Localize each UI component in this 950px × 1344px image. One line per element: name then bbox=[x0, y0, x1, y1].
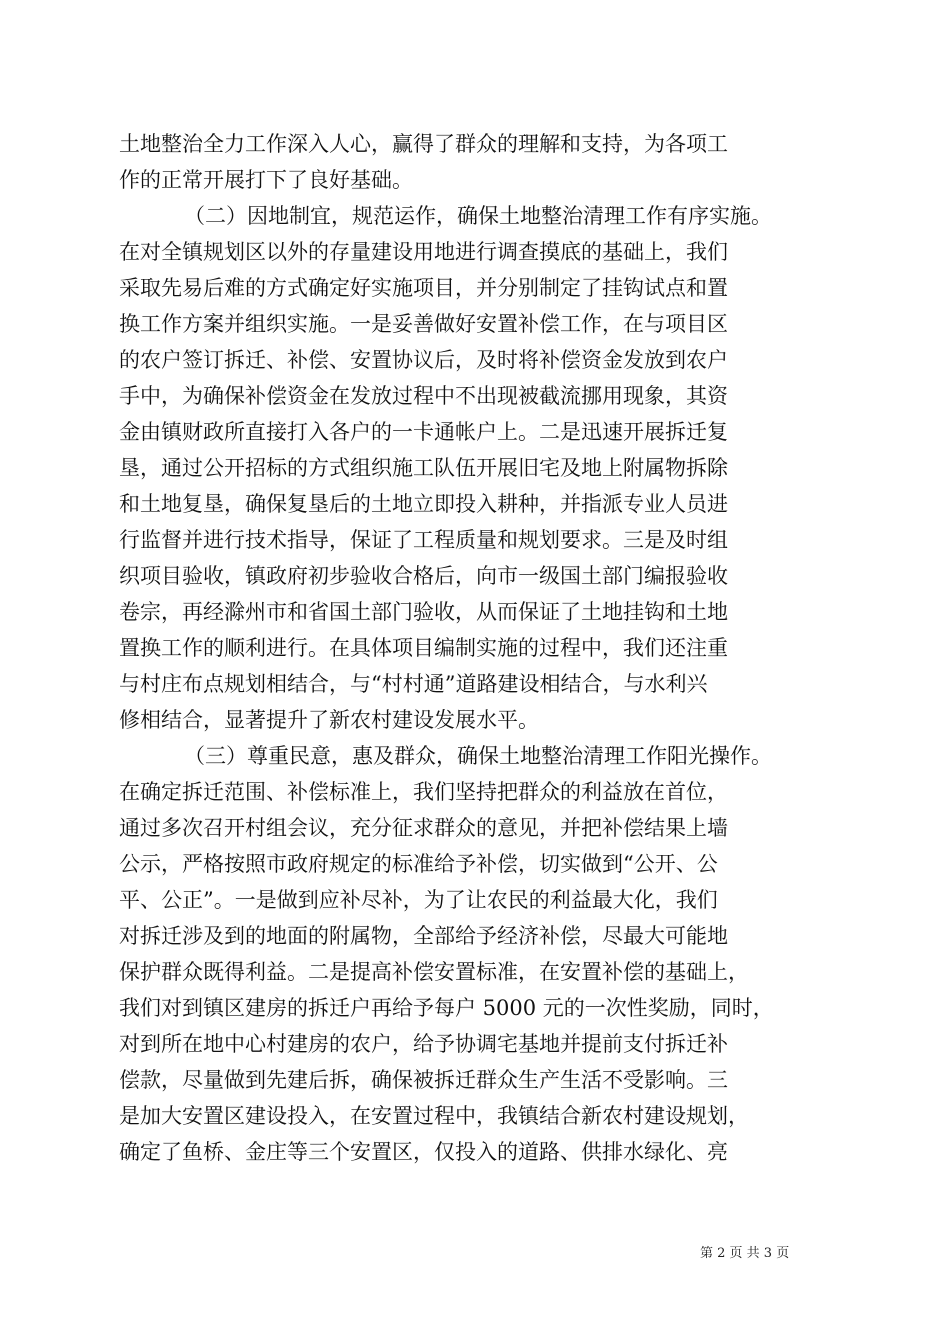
text-line: 公示，严格按照市政府规定的标准给予补偿，切实做到“公开、公 bbox=[119, 852, 718, 876]
text-line: 平、公正”。一是做到应补尽补，为了让农民的利益最大化，我们 bbox=[119, 888, 718, 912]
text-line: 修相结合，显著提升了新农村建设发展水平。 bbox=[119, 708, 539, 732]
text-line: 置换工作的顺利进行。在具体项目编制实施的过程中，我们还注重 bbox=[119, 636, 728, 660]
text-line: 保护群众既得利益。二是提高补偿安置标准，在安置补偿的基础上， bbox=[119, 960, 749, 984]
text-line: 与村庄布点规划相结合，与“村村通”道路建设相结合，与水利兴 bbox=[119, 672, 708, 696]
text-line: 换工作方案并组织实施。一是妥善做好安置补偿工作，在与项目区 bbox=[119, 312, 728, 336]
text-line: 在对全镇规划区以外的存量建设用地进行调查摸底的基础上，我们 bbox=[119, 240, 728, 264]
text-line: 通过多次召开村组会议，充分征求群众的意见，并把补偿结果上墙 bbox=[119, 816, 728, 840]
text-line: 对拆迁涉及到的地面的附属物，全部给予经济补偿，尽最大可能地 bbox=[119, 924, 728, 948]
page-number: 第 2 页 共 3 页 bbox=[700, 1246, 790, 1261]
section-heading: （三）尊重民意，惠及群众，确保土地整治清理工作阳光操作。 bbox=[184, 744, 772, 768]
text-line: 和土地复垦，确保复垦后的土地立即投入耕种，并指派专业人员进 bbox=[119, 492, 728, 516]
text-line: 确定了鱼桥、金庄等三个安置区，仅投入的道路、供排水绿化、亮 bbox=[119, 1140, 728, 1164]
text-line: 对到所在地中心村建房的农户，给予协调宅基地并提前支付拆迁补 bbox=[119, 1032, 728, 1056]
text-line: 作的正常开展打下了良好基础。 bbox=[119, 168, 413, 192]
text-line: 是加大安置区建设投入，在安置过程中，我镇结合新农村建设规划， bbox=[119, 1104, 749, 1128]
text-line: 垦，通过公开招标的方式组织施工队伍开展旧宅及地上附属物拆除 bbox=[119, 456, 728, 480]
text-line: 卷宗，再经滁州市和省国土部门验收，从而保证了土地挂钩和土地 bbox=[119, 600, 728, 624]
text-line: 采取先易后难的方式确定好实施项目，并分别制定了挂钩试点和置 bbox=[119, 276, 728, 300]
text-line: 行监督并进行技术指导，保证了工程质量和规划要求。三是及时组 bbox=[119, 528, 728, 552]
section-heading: （二）因地制宜，规范运作，确保土地整治清理工作有序实施。 bbox=[184, 204, 772, 228]
text-line: 织项目验收，镇政府初步验收合格后，向市一级国土部门编报验收 bbox=[119, 564, 728, 588]
text-line: 金由镇财政所直接打入各户的一卡通帐户上。二是迅速开展拆迁复 bbox=[119, 420, 728, 444]
text-line: 偿款，尽量做到先建后拆，确保被拆迁群众生产生活不受影响。三 bbox=[119, 1068, 728, 1092]
text-line: 的农户签订拆迁、补偿、安置协议后，及时将补偿资金发放到农户 bbox=[119, 348, 728, 372]
text-line: 我们对到镇区建房的拆迁户再给予每户 5000 元的一次性奖励，同时， bbox=[119, 996, 774, 1020]
text-line: 手中，为确保补偿资金在发放过程中不出现被截流挪用现象，其资 bbox=[119, 384, 728, 408]
text-line: 在确定拆迁范围、补偿标准上，我们坚持把群众的利益放在首位， bbox=[119, 780, 728, 804]
text-line: 土地整治全力工作深入人心，赢得了群众的理解和支持，为各项工 bbox=[119, 132, 728, 156]
